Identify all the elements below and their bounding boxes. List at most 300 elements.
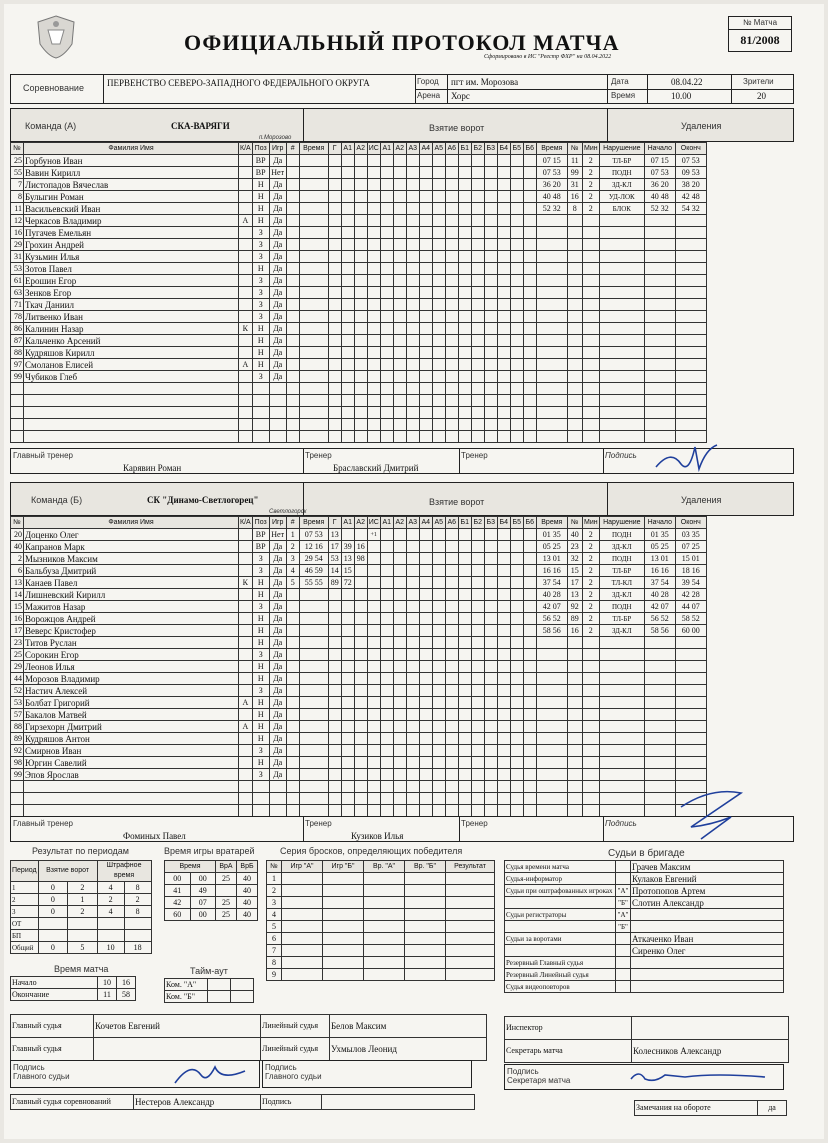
penalty-end: 58 52 [675,613,706,625]
player-number: 99 [11,371,24,383]
official-name: Кулаков Евгений [631,873,784,885]
player-name: Морозов Владимир [24,673,239,685]
player-number: 89 [11,733,24,745]
player-played: Да [269,227,286,239]
goal-situation [367,565,380,577]
player-role [239,263,253,275]
player-role [239,203,253,215]
table-row [11,395,707,407]
goal-assist-2 [354,577,367,589]
table-row: 3 0 2 4 8 [11,906,152,918]
team-a-head-coach: Карявин Роман [123,463,182,473]
player-name: Бакалов Матвей [24,709,239,721]
player-name: Булыгин Роман [24,191,239,203]
player-played: Да [269,347,286,359]
goal-situation [367,577,380,589]
table-row [11,347,707,359]
player-number: 14 [11,589,24,601]
player-position: Н [252,347,269,359]
table-row [11,335,707,347]
player-played: Да [269,553,286,565]
competition-name: ПЕРВЕНСТВО СЕВЕРО-ЗАПАДНОГО ФЕДЕРАЛЬНОГО ОКРУГА [107,78,370,88]
team-b-header: Команда (Б) СК "Динамо-Светлогорец" Светлогорск Взятие ворот Удаления [10,482,794,516]
player-played: Да [269,661,286,673]
table-row: 60 00 25 40 [165,909,258,921]
chief-referee: Нестеров Александр [134,1095,261,1110]
table-row [11,673,707,685]
page-title: ОФИЦИАЛЬНЫЙ ПРОТОКОЛ МАТЧА [184,30,620,55]
penalty-player: 23 [567,541,582,553]
player-role: А [239,359,253,371]
player-played: Да [269,649,286,661]
team-a-name: СКА-ВАРЯГИ [171,121,230,131]
player-role [239,383,253,395]
table-row [11,383,707,395]
player-name: Грохин Андрей [24,239,239,251]
player-name: Кудряшов Кирилл [24,347,239,359]
player-number [11,383,24,395]
table-row [11,431,707,443]
penalty-start: 05 25 [644,541,675,553]
table-row [505,945,784,957]
table-row [11,167,707,179]
table-row [11,577,707,589]
table-row: "Б" Слотин Александр [505,897,784,909]
main-referee-signature-box-2: Подпись Главного судьи [262,1060,472,1088]
table-row: 1 [267,873,495,885]
player-number [11,781,24,793]
officials-table [504,860,784,993]
player-number: 88 [11,721,24,733]
player-number: 99 [11,769,24,781]
player-name: Зотов Павел [24,263,239,275]
table-row: Резервный Главный судья [505,957,784,969]
spectators: 20 [757,91,766,101]
goal-assist-1: 15 [341,565,354,577]
table-row [11,589,707,601]
player-position [252,805,269,817]
goal-time: 12 16 [299,541,328,553]
player-played [269,395,286,407]
player-name: Титов Руслан [24,637,239,649]
remarks-value: да [758,1101,787,1116]
player-number: 29 [11,239,24,251]
line-referee-2: Ухмылов Леонид [330,1038,487,1061]
player-name: Эпов Ярослав [24,769,239,781]
referees-table: Главный судья Кочетов Евгений Линейный судья Белов Максим Главный судья Линейный судья Ухмылов Леонид [10,1014,487,1061]
goal-time: 46 59 [299,565,328,577]
player-played: Да [269,673,286,685]
player-position [252,781,269,793]
table-row: 3 [267,897,495,909]
player-name: Кальченко Арсений [24,335,239,347]
player-number: 57 [11,709,24,721]
player-name: Пугачев Емельян [24,227,239,239]
penalty-start: 07 15 [644,155,675,167]
penalty-player: 32 [567,553,582,565]
goal-time: 29 54 [299,553,328,565]
player-played: Да [269,275,286,287]
player-position: Н [252,613,269,625]
official-name [631,957,784,969]
penalty-start: 40 28 [644,589,675,601]
player-name [24,805,239,817]
table-row [11,637,707,649]
table-row [11,155,707,167]
player-number: 87 [11,335,24,347]
player-role [239,395,253,407]
table-row [11,781,707,793]
table-row: Судьи регистраторы "А" [505,909,784,921]
player-role: А [239,697,253,709]
player-name: Настич Алексей [24,685,239,697]
player-number: 23 [11,637,24,649]
penalty-violation: ЗД-КЛ [599,589,644,601]
player-position: Н [252,721,269,733]
inspector-table: Инспектор Секретарь матча Колесников Александр [504,1016,789,1063]
table-row [11,769,707,781]
table-row: 6 [267,933,495,945]
player-number: 25 [11,649,24,661]
official-name: Протопопов Артем [631,885,784,897]
penalty-end: 09 53 [675,167,706,179]
line-referee-1: Белов Максим [330,1015,487,1038]
player-position: З [252,649,269,661]
team-b-coach: Кузиков Илья [351,831,404,841]
penalty-end: 07 25 [675,541,706,553]
goal-assist-1: 13 [341,553,354,565]
table-row: ОТ [11,918,152,930]
player-position: Н [252,215,269,227]
player-name [24,793,239,805]
table-row: 2 [267,885,495,897]
player-played: Да [269,613,286,625]
table-row: Судья времени матча Грачев Максим [505,861,784,873]
official-name [631,981,784,993]
penalty-end: 42 48 [675,191,706,203]
player-played: Да [269,757,286,769]
player-played [269,419,286,431]
player-played: Да [269,239,286,251]
player-played: Да [269,589,286,601]
table-row [11,553,707,565]
table-row [11,215,707,227]
city: пгт им. Морозова [451,77,519,87]
penalty-minutes: 2 [582,203,599,215]
penalty-end: 18 16 [675,565,706,577]
official-name: Грачев Максим [631,861,784,873]
player-role [239,637,253,649]
player-position: Н [252,697,269,709]
player-name [24,431,239,443]
player-role [239,793,253,805]
player-played: Да [269,733,286,745]
table-row [11,203,707,215]
table-row [11,529,707,541]
official-name [631,909,784,921]
player-name: Бальбуза Дмитрий [24,565,239,577]
penalty-end: 54 32 [675,203,706,215]
roster-grid: № Фамилия Имя К/А Поз Игр # Время Г А1 А2 ИС А1 А2 А3 А4 А5 А6 Б1 Б2 Б3 Б4 Б5 Б6 Время № Мин Нарушение Начало Оконч 20 Доценко Олег ВР Нет 1 07 53 13 +1 01 35 40 2 ПОДН 01 35 03 35 40 Капранов Марк ВР Да 2 12 16 17 39 16 05 25 23 2 ЗД-КЛ 05 25 07 25 2 Мызников Максим З Да 3 29 54 53 13 98 13 01 32 2 ПОДН 13 01 15 01 6 Бальбуза Дмитрий З Да 4 46 59 14 15 16 16 15 2 ТЛ-БР 16 16 18 16 13 Канаев Павел К Н Да 5 55 55 89 72 37 54 17 2 ТЛ-КЛ 37 54 39 54 14 Лишневский Кирилл Н Да 40 28 13 2 ЗД-КЛ 40 28 42 28 15 Мажитов Назар З Да 42 07 92 2 ПОДН 42 07 44 07 16 Ворожцов Андрей Н Да 56 52 89 2 ТЛ-БР 56 52 58 52 17 Веверс Кристофер Н Да 58 56 16 2 ЗД-КЛ 58 56 60 00 23 Титов Руслан Н Да 25 Сорокин Егор З Да 29 Леонов Илья Н Да 44 Морозов Владимир Н Да 52 Настич Алексей З Да 53 Болбат Григорий А Н Да 57 Бакалов Матвей Н Да 88 Гирзехорн Дмитрий А Н Да 89 Кудряшов Антон Н Да 92 Смирнов Иван З Да 98 Юргин Савелий Н Да 99 Эпов Ярослав З Да [10,516,707,817]
main-referee-signature-box: Подпись Главного судьи [10,1060,260,1088]
penalty-time: 07 53 [536,167,567,179]
table-row [11,263,707,275]
match-number-box: № Матча 81/2008 [728,16,792,52]
table-row: 4 [267,909,495,921]
penalty-start: 58 56 [644,625,675,637]
player-role [239,613,253,625]
player-name: Леонов Илья [24,661,239,673]
table-row [11,407,707,419]
penalty-violation: ПОДН [599,601,644,613]
penalty-player: 99 [567,167,582,179]
player-role [239,565,253,577]
player-number: 88 [11,347,24,359]
player-played: Да [269,541,286,553]
table-row: Судья-информатор Кулаков Евгений [505,873,784,885]
player-name [24,383,239,395]
penalty-minutes: 2 [582,625,599,637]
player-number: 86 [11,323,24,335]
table-row: Резервный Линейный судья [505,969,784,981]
player-role [239,757,253,769]
player-played: Да [269,697,286,709]
player-played [269,431,286,443]
penalty-violation: БЛОК [599,203,644,215]
player-number: 17 [11,625,24,637]
penalty-start: 01 35 [644,529,675,541]
penalty-start: 56 52 [644,613,675,625]
player-role [239,601,253,613]
table-row [11,805,707,817]
penalty-violation: УД-ЛОК [599,191,644,203]
player-number: 98 [11,757,24,769]
player-name: Ворожцов Андрей [24,613,239,625]
table-row [11,733,707,745]
player-number: 31 [11,251,24,263]
penalty-end: 07 53 [675,155,706,167]
penalty-start: 13 01 [644,553,675,565]
player-position: Н [252,709,269,721]
team-a-coaches: Главный тренер Карявин Роман Тренер Браславский Дмитрий Тренер Подпись [10,448,794,474]
penalty-violation: ПОДН [599,167,644,179]
official-name [631,921,784,933]
penalty-player: 31 [567,179,582,191]
player-name: Мажитов Назар [24,601,239,613]
player-name: Капранов Марк [24,541,239,553]
player-role [239,649,253,661]
table-row [11,323,707,335]
official-name [631,969,784,981]
penalty-player: 16 [567,625,582,637]
player-position: ВР [252,167,269,179]
table-row: 1 0 2 4 8 [11,882,152,894]
penalty-player: 17 [567,577,582,589]
goal-scorer: 53 [328,553,341,565]
player-role [239,335,253,347]
player-name: Лишневский Кирилл [24,589,239,601]
player-name: Кузьмин Илья [24,251,239,263]
penalty-minutes: 2 [582,541,599,553]
table-row [11,709,707,721]
player-played: Да [269,565,286,577]
player-number: 44 [11,673,24,685]
generated-note: Сформировано в ИС "Реестр ФХР" на 08.04.2022 [484,54,612,60]
player-name: Зенков Егор [24,287,239,299]
penalty-minutes: 2 [582,155,599,167]
player-position: Н [252,625,269,637]
player-position: З [252,251,269,263]
player-number: 12 [11,215,24,227]
table-row [11,359,707,371]
penalty-violation: ТЛ-БР [599,613,644,625]
remarks-table: Замечания на обороте да [634,1100,787,1116]
player-number: 2 [11,553,24,565]
secretary-signature-icon [625,1061,775,1091]
player-position: З [252,227,269,239]
player-number: 8 [11,191,24,203]
player-position: З [252,565,269,577]
penalty-time: 58 56 [536,625,567,637]
player-played [269,805,286,817]
penalty-end: 44 07 [675,601,706,613]
team-a-header: Команда (А) СКА-ВАРЯГИ п.Морозово Взятие ворот Удаления [10,108,794,142]
player-role [239,239,253,251]
penalty-start: 52 32 [644,203,675,215]
player-played: Да [269,311,286,323]
penalty-minutes: 2 [582,529,599,541]
team-b-name: СК "Динамо-Светлогорец" [147,495,259,505]
player-name: Канаев Павел [24,577,239,589]
penalty-time: 42 07 [536,601,567,613]
penalty-violation: ЗД-КЛ [599,541,644,553]
player-name: Доценко Олег [24,529,239,541]
player-name: Горбунов Иван [24,155,239,167]
player-role [239,311,253,323]
penalty-end: 42 28 [675,589,706,601]
penalty-time: 07 15 [536,155,567,167]
table-row [11,685,707,697]
player-role [239,661,253,673]
goal-number: 1 [286,529,299,541]
player-role [239,745,253,757]
goal-time: 07 53 [299,529,328,541]
player-position: Н [252,637,269,649]
player-position [252,431,269,443]
goal-scorer: 13 [328,529,341,541]
secretary: Колесников Александр [632,1040,789,1063]
player-role [239,419,253,431]
player-position: Н [252,203,269,215]
penalty-violation: ТЛ-БР [599,565,644,577]
player-number: 13 [11,577,24,589]
table-row [11,371,707,383]
player-position: ВР [252,529,269,541]
player-number: 92 [11,745,24,757]
penalty-time: 36 20 [536,179,567,191]
player-played: Да [269,155,286,167]
fhr-logo-icon [34,14,78,60]
player-role: А [239,215,253,227]
player-name: Юргин Савелий [24,757,239,769]
player-played: Нет [269,167,286,179]
player-name: Кудряшов Антон [24,733,239,745]
player-played: Да [269,625,286,637]
arena: Хорс [451,91,470,101]
goal-assist-2 [354,565,367,577]
table-row [11,311,707,323]
player-name: Гирзехорн Дмитрий [24,721,239,733]
player-position: З [252,275,269,287]
player-name: Васильевский Иван [24,203,239,215]
player-name: Веверс Кристофер [24,625,239,637]
player-number: 55 [11,167,24,179]
goal-number: 4 [286,565,299,577]
player-name [24,407,239,419]
player-role [239,431,253,443]
penalty-minutes: 2 [582,589,599,601]
player-played: Да [269,745,286,757]
player-name: Болбат Григорий [24,697,239,709]
player-played: Да [269,685,286,697]
penalty-minutes: 2 [582,577,599,589]
team-b-head-coach: Фоминых Павел [123,831,186,841]
secretary-signature-box: Подпись Секретаря матча [504,1064,784,1090]
competition-row: Соревнование ПЕРВЕНСТВО СЕВЕРО-ЗАПАДНОГО ФЕДЕРАЛЬНОГО ОКРУГА Город Арена пгт им. Морозова Хорс Дата Время 08.04.22 10.00 Зрители 20 [10,74,794,104]
penalty-violation: ЗД-КЛ [599,179,644,191]
player-role [239,167,253,179]
goal-time: 55 55 [299,577,328,589]
player-role [239,709,253,721]
player-number: 52 [11,685,24,697]
player-role [239,781,253,793]
player-played: Да [269,709,286,721]
penalty-time: 37 54 [536,577,567,589]
player-position: Н [252,589,269,601]
player-name: Мызников Максим [24,553,239,565]
player-played: Да [269,721,286,733]
match-number: 81/2008 [740,33,780,47]
penalty-violation: ЗД-КЛ [599,625,644,637]
player-position [252,793,269,805]
protocol-sheet: ОФИЦИАЛЬНЫЙ ПРОТОКОЛ МАТЧА Сформировано в ИС "Реестр ФХР" на 08.04.2022 № Матча 81/2008 Соревнование ПЕРВЕНСТВО СЕВЕРО-ЗАПАДНОГО ФЕДЕРАЛЬНОГО ОКРУГА Город Арена пгт им. Морозова Хорс Дата Время 08.04.22 10.00 Зрители 20 Команда (А) СКА-ВАРЯГИ п.Морозово Взятие ворот Удаления № Фамилия Имя К/А Поз Игр # Время Г А1 А2 ИС А1 А2 А3 А4 А5 А6 Б1 Б2 Б3 Б4 Б5 Б6 Время № Мин Нарушение Начало Оконч 25 Горбунов Иван ВР Да 07 15 11 2 ТЛ-БР 07 15 07 53 55 Вавин Кирилл ВР Нет 07 53 99 2 ПОДН 07 53 09 53 7 Листопадов Вячеслав Н Да 36 20 31 2 ЗД-КЛ 36 20 38 20 8 Булыгин Роман Н Да 40 48 16 2 УД-ЛОК 40 48 42 48 11 Васильевский Иван Н Да 52 32 8 2 БЛОК 52 32 54 32 12 Черкасов Владимир А Н Да 16 Пугачев Емельян З Да 29 Грохин Андрей З Да 31 Кузьмин Илья З Да 53 Зотов Павел Н Да 61 Ерошин Егор З Да 63 Зенков Егор З Да 71 Ткач Даниил З Да 78 Литвенко Иван З Да 86 Калинин Назар К Н Да 87 Кальченко Арсений Н Да 88 Кудряшов Кирилл Н Да 97 Смоланов Елисей А Н Да 99 Чубиков Глеб З Да Главный тренер Карявин Роман Тренер Браславский Дмитрий Тренер Подпись Команда (Б) СК "Динамо-Светлогорец" Светлогорск Взятие ворот Удаления № Фамилия Имя К/А Поз Игр # Время Г А1 А2 ИС А1 А2 А3 А4 А5 А6 Б1 Б2 Б3 Б4 Б5 Б6 Время № Мин Нарушение Начало Оконч 20 Доценко Олег ВР Нет 1 07 53 13 +1 01 35 40 2 ПОДН 01 35 03 35 40 Капранов Марк ВР Да 2 12 16 17 39 16 05 25 23 2 ЗД-КЛ 05 25 07 25 2 Мызников Максим З Да 3 29 54 53 13 98 13 01 32 2 ПОДН 13 01 15 01 6 Бальбуза Дмитрий З Да 4 46 59 14 15 16 16 15 2 ТЛ-БР 16 16 18 16 13 Канаев Павел К Н Да 5 55 55 89 72 37 54 17 2 ТЛ-КЛ 37 54 39 54 14 Лишневский Кирилл Н Да 40 28 13 2 ЗД-КЛ 40 28 42 28 15 Мажитов Назар З Да 42 07 92 2 ПОДН 42 07 44 07 16 Ворожцов Андрей Н Да 56 52 89 2 ТЛ-БР 56 52 58 52 17 Веверс Кристофер Н Да 58 56 16 2 ЗД-КЛ 58 56 60 00 23 Титов Руслан Н Да 25 Сорокин Егор З Да 29 Леонов Илья Н Да 44 Морозов Владимир Н Да 52 Настич Алексей З Да 53 Болбат Григорий А Н Да 57 Бакалов Матвей Н Да 88 Гирзехорн Дмитрий А Н Да 89 Кудряшов Антон Н Да 92 Смирнов Иван З Да 98 Юргин Савелий Н Да 99 Эпов Ярослав З Да Главный тренер Фоминых Павел Тренер Кузиков Илья Тренер Подпись Результат по периодам Период Взятие ворот Штрафное время 1 0 2 4 8 2 0 1 2 2 3 0 2 4 8 ОТ БП Общий 0 5 10 18 Время матча Начало 10 16 Окончание 11 58 Время игры вратарей Время ВрА ВрБ 00 00 25 40 41 49 40 42 07 25 40 60 00 25 40 Тайм-аут Ком. "А" Ком. "Б" Серия бросков, определяющих победителя № Игр "А" Игр "Б" Вр. "А" Вр. "Б" Результат 1 2 3 4 5 6 7 8 9 Судьи в бригаде Судья времени матча Грачев Максим Судья-информатор Кулаков Евгений Судьи при оштрафованных игроках "А" Протопопов Артем "Б" Слотин Александр Судьи регистраторы "А" "Б" Судьи за воротами Аткаченко Иван Сиренко Олег Резервный Главный судья Резервный Линейный судья Судья видеоповторов Главный судья Кочетов Евгений Линейный судья Белов Максим Главный судья Линейный судья Ухмылов Леонид Инспектор Секретарь матча Колесников Александр Подпись Главного судьи Подпись Главного судьи Подпись Секретаря матча Главный судья соревнований Нестеров Александр Подпись Замечания на обороте да [4,4,824,1139]
player-role [239,589,253,601]
player-played: Да [269,335,286,347]
goal-situation: +1 [367,529,380,541]
player-number: 63 [11,287,24,299]
table-row [11,625,707,637]
penalty-end: 15 01 [675,553,706,565]
player-role [239,371,253,383]
player-position: З [252,311,269,323]
player-position [252,395,269,407]
table-row [11,251,707,263]
table-row: 2 0 1 2 2 [11,894,152,906]
player-played [269,793,286,805]
player-number [11,431,24,443]
penalty-player: 89 [567,613,582,625]
table-row: Судья видеоповторов [505,981,784,993]
penalty-start: 42 07 [644,601,675,613]
player-name: Ткач Даниил [24,299,239,311]
team-a-roster-table [10,142,707,443]
player-position: Н [252,263,269,275]
table-row [11,275,707,287]
player-position: Н [252,757,269,769]
player-name: Чубиков Глеб [24,371,239,383]
table-row [11,697,707,709]
player-role [239,155,253,167]
